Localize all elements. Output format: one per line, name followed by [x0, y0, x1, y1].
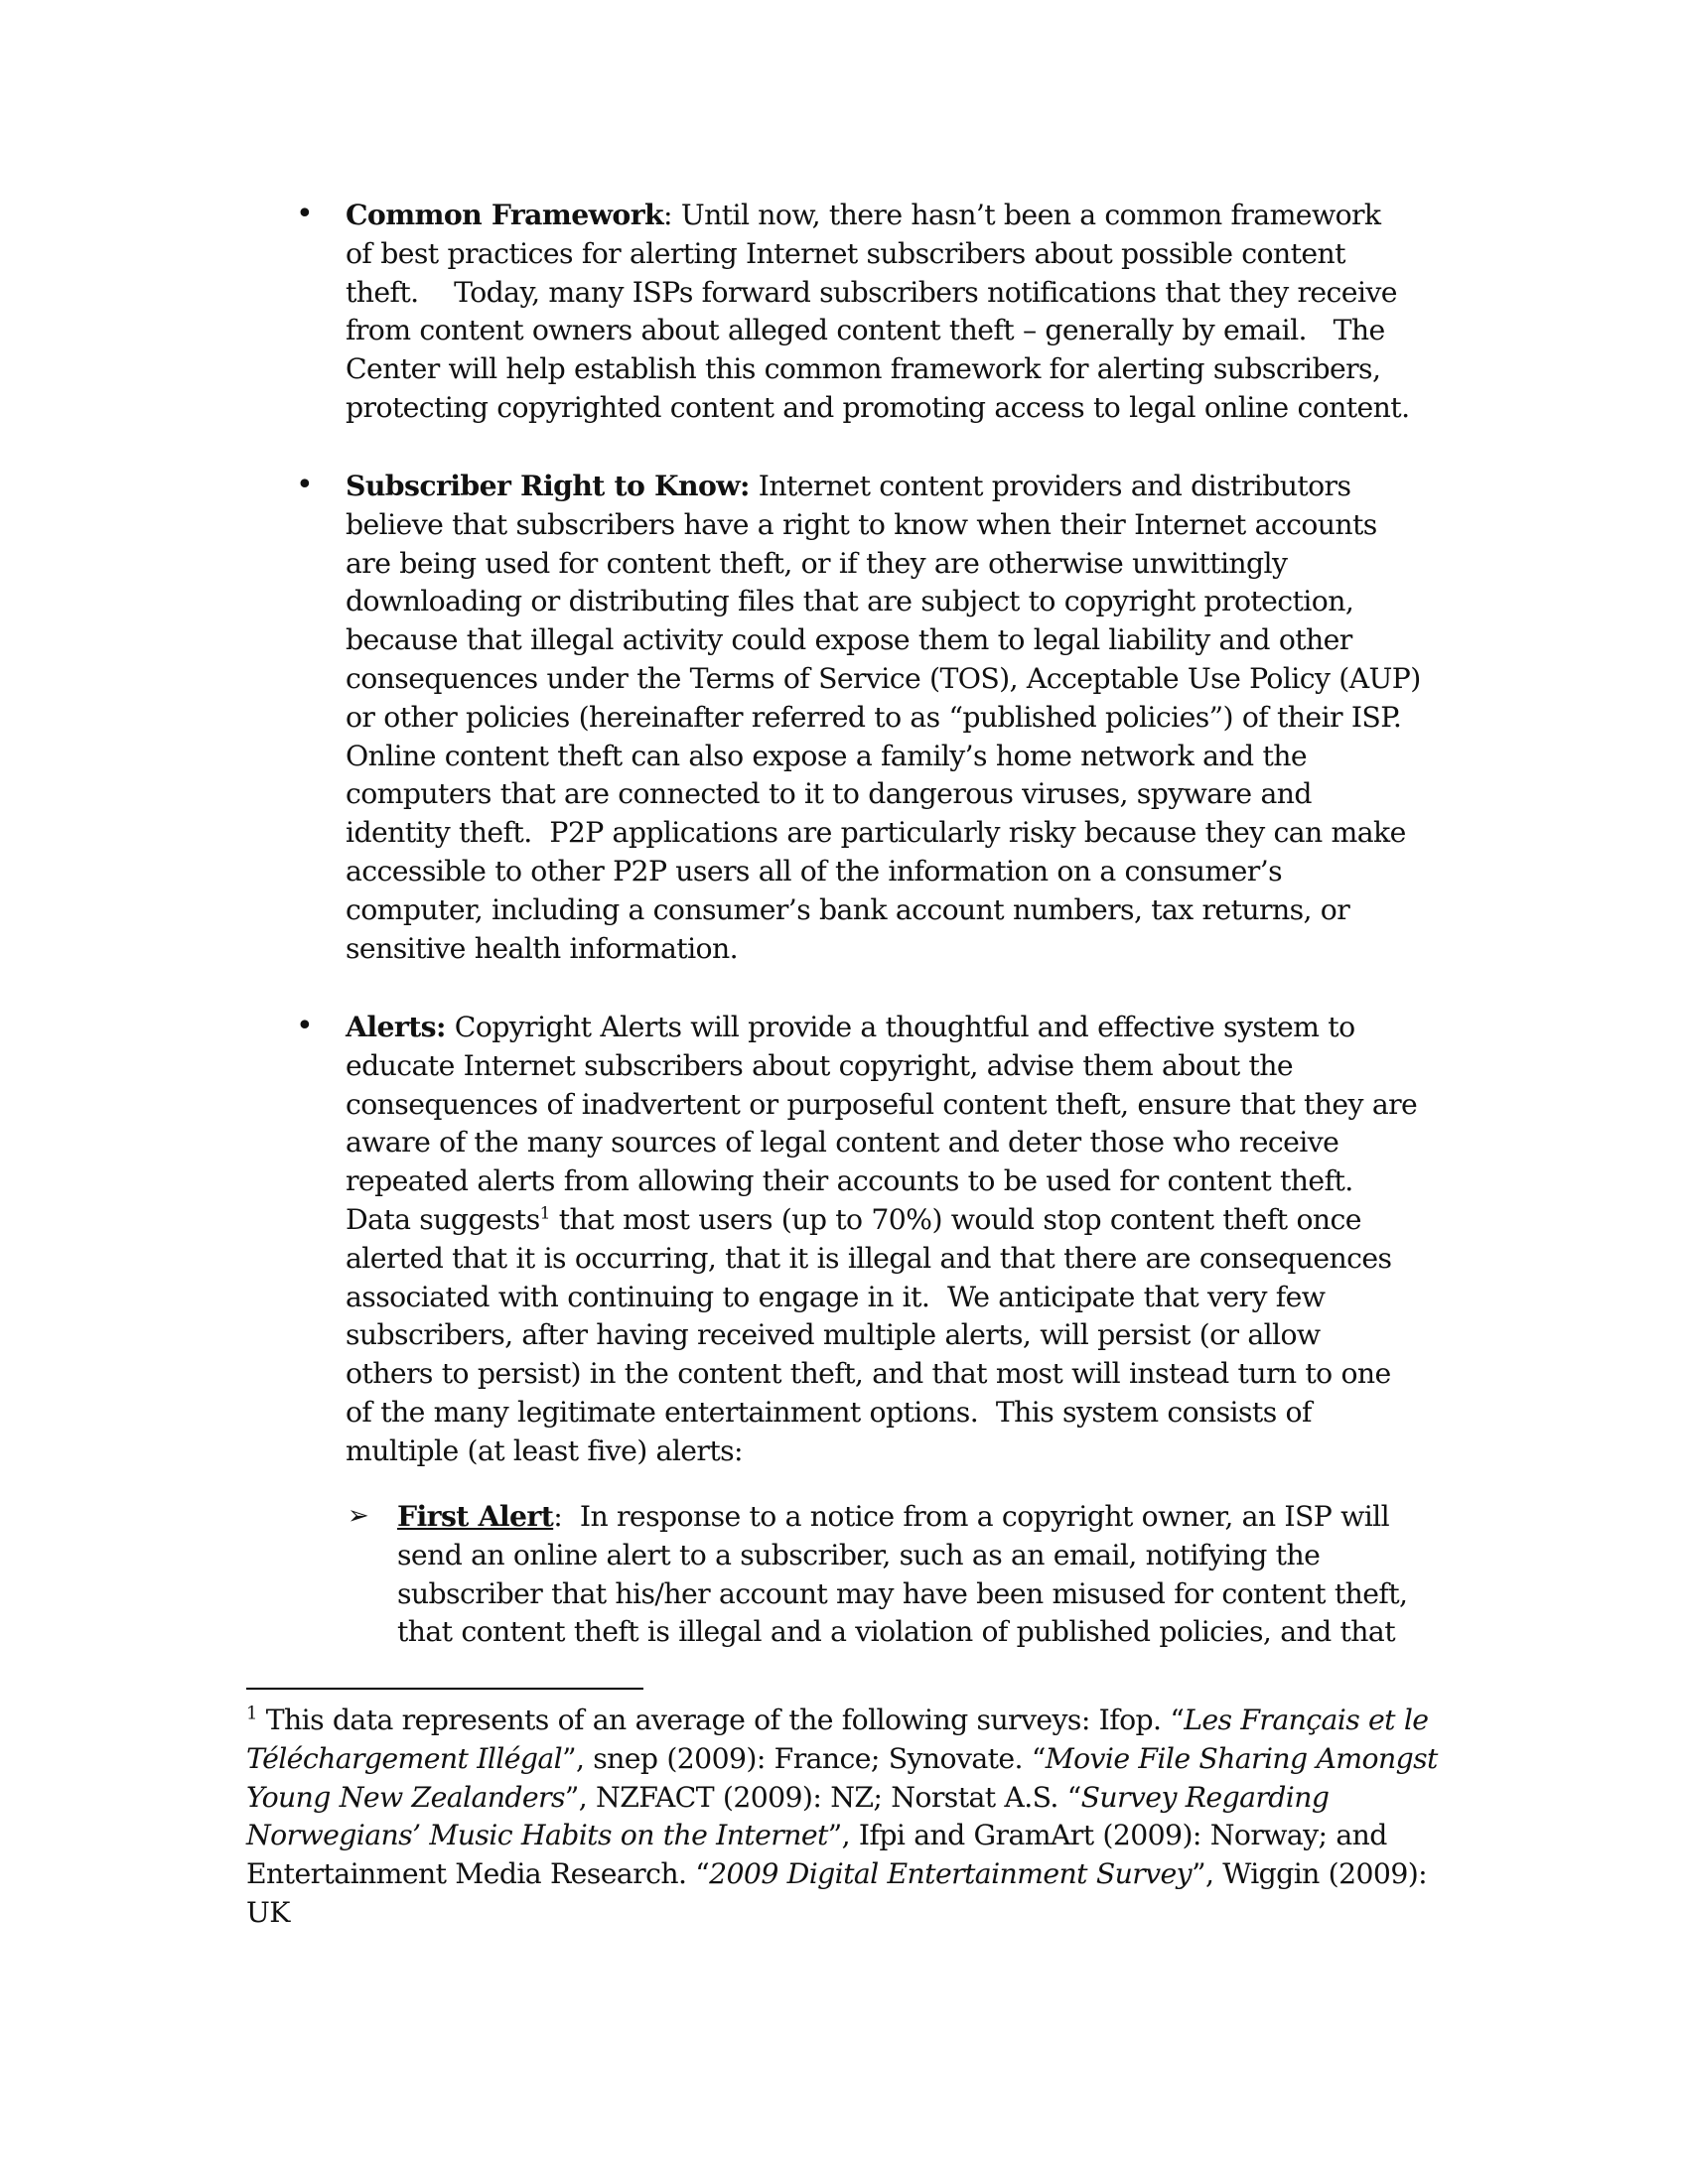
- footnote-text: Entertainment Media Research. “: [246, 1857, 710, 1891]
- footnote-title: Téléchargement Illégal: [246, 1741, 563, 1775]
- footnote-line: [246, 1702, 1448, 1740]
- text-line: subscribers, after having received multiple alerts, will persist (or allow: [346, 1318, 1321, 1352]
- text-line: that content theft is illegal and a violation of published policies, and that: [397, 1615, 1395, 1649]
- bullet-text: [346, 467, 1438, 968]
- text-line: believe that subscribers have a right to know when their Internet accounts: [346, 507, 1377, 541]
- text-line-part: Copyright Alerts will provide a thoughtful and effective system to: [445, 1011, 1355, 1043]
- text-line-part: : In response to a notice from a copyright owner, an ISP will: [553, 1500, 1390, 1533]
- text-line: consequences under the Terms of Service (TOS), Acceptable Use Policy (AUP): [346, 661, 1421, 695]
- footnote-title: 2009 Digital Entertainment Survey: [709, 1857, 1193, 1891]
- sub-bullet-heading: First Alert: [397, 1499, 554, 1533]
- footnote-title: Young New Zealanders: [246, 1780, 565, 1814]
- footnote-title: Survey Regarding: [1080, 1780, 1330, 1814]
- text-line: others to persist) in the content theft, and that most will instead turn to one: [346, 1357, 1391, 1391]
- footnote-line: [246, 1855, 1448, 1894]
- bullet-text: [346, 1008, 1438, 1471]
- text-line: of best practices for alerting Internet subscribers about possible content: [346, 236, 1345, 270]
- text-line: [346, 196, 1438, 235]
- footnote-text: ”, NZFACT (2009): NZ; Norstat A.S. “: [564, 1780, 1081, 1814]
- footnote-title: Movie File Sharing Amongst: [1045, 1741, 1438, 1775]
- text-line: send an online alert to a subscriber, such as an email, notifying the: [397, 1538, 1321, 1571]
- text-line: aware of the many sources of legal content and deter those who receive: [346, 1126, 1339, 1160]
- text-line: of the many legitimate entertainment options. This system consists of: [346, 1395, 1312, 1429]
- bullet-marker: •: [296, 468, 314, 502]
- text-line: Center will help establish this common framework for alerting subscribers,: [346, 352, 1381, 386]
- text-line-part: : Until now, there hasn’t been a common framework: [663, 199, 1381, 231]
- arrow-bullet-icon: ➢: [348, 1501, 369, 1531]
- text-line: [346, 1201, 1438, 1240]
- footnote-line: [246, 1740, 1448, 1779]
- text-line: multiple (at least five) alerts:: [346, 1433, 743, 1467]
- sub-bullet-text: [397, 1497, 1440, 1652]
- text-line: identity theft. P2P applications are particularly risky because they can make: [346, 816, 1406, 850]
- footnote-number: 1: [246, 1703, 257, 1724]
- text-line: alerted that it is occurring, that it is illegal and that there are consequences: [346, 1241, 1392, 1275]
- footnote-title: Norwegians’ Music Habits on the Internet: [246, 1819, 828, 1852]
- text-line: educate Internet subscribers about copyright, advise them about the: [346, 1048, 1294, 1082]
- text-line-part: that most users (up to 70%) would stop content theft once: [549, 1202, 1361, 1236]
- bullet-heading: Common Framework: [346, 198, 664, 231]
- text-line: [397, 1497, 1440, 1537]
- text-line: computers that are connected to it to dangerous viruses, spyware and: [346, 777, 1312, 811]
- footnote-text: ”, snep (2009): France; Synovate. “: [562, 1741, 1046, 1775]
- bullet-marker: •: [296, 197, 314, 231]
- text-line: accessible to other P2P users all of the information on a consumer’s: [346, 854, 1283, 887]
- bullet-heading: Alerts:: [346, 1010, 446, 1043]
- text-line: or other policies (hereinafter referred to as “published policies”) of their ISP.: [346, 700, 1402, 734]
- text-line: because that illegal activity could expose them to legal liability and other: [346, 623, 1352, 657]
- text-line: from content owners about alleged content theft – generally by email. The: [346, 314, 1385, 347]
- bullet-heading: Subscriber Right to Know:: [346, 469, 750, 502]
- text-line: consequences of inadvertent or purposeful content theft, ensure that they are: [346, 1087, 1418, 1121]
- bullet-marker: •: [296, 1009, 314, 1043]
- footnote-line: [246, 1817, 1448, 1855]
- text-line: theft. Today, many ISPs forward subscribers notifications that they receive: [346, 275, 1397, 309]
- text-line: subscriber that his/her account may have been misused for content theft,: [397, 1576, 1408, 1610]
- footnote-text: ”, Wiggin (2009):: [1192, 1857, 1428, 1891]
- bullet-text: [346, 196, 1438, 428]
- footnote: [246, 1702, 1448, 1933]
- footnote-title: Les Français et le: [1184, 1704, 1429, 1736]
- text-line: computer, including a consumer’s bank account numbers, tax returns, or: [346, 892, 1350, 926]
- text-line: are being used for content theft, or if they are otherwise unwittingly: [346, 546, 1288, 580]
- text-line: repeated alerts from allowing their accounts to be used for content theft.: [346, 1164, 1353, 1198]
- text-line: sensitive health information.: [346, 931, 738, 965]
- text-line: Online content theft can also expose a family’s home network and the: [346, 739, 1307, 772]
- text-line: [346, 1008, 1438, 1047]
- footnote-text: ”, Ifpi and GramArt (2009): Norway; and: [827, 1819, 1387, 1852]
- footnote-line: UK: [246, 1895, 290, 1929]
- text-line: [346, 467, 1438, 506]
- footnote-line: [246, 1779, 1448, 1818]
- text-line-part: Data suggests: [346, 1202, 540, 1236]
- text-line: protecting copyrighted content and promoting access to legal online content.: [346, 390, 1410, 424]
- footnote-text: This data represents of an average of the following surveys: Ifop. “: [256, 1704, 1185, 1736]
- footnote-reference[interactable]: 1: [539, 1203, 550, 1224]
- footnote-separator: [246, 1688, 643, 1690]
- text-line: associated with continuing to engage in it. We anticipate that very few: [346, 1280, 1326, 1313]
- text-line-part: Internet content providers and distributors: [749, 470, 1351, 502]
- text-line: downloading or distributing files that are subject to copyright protection,: [346, 585, 1354, 618]
